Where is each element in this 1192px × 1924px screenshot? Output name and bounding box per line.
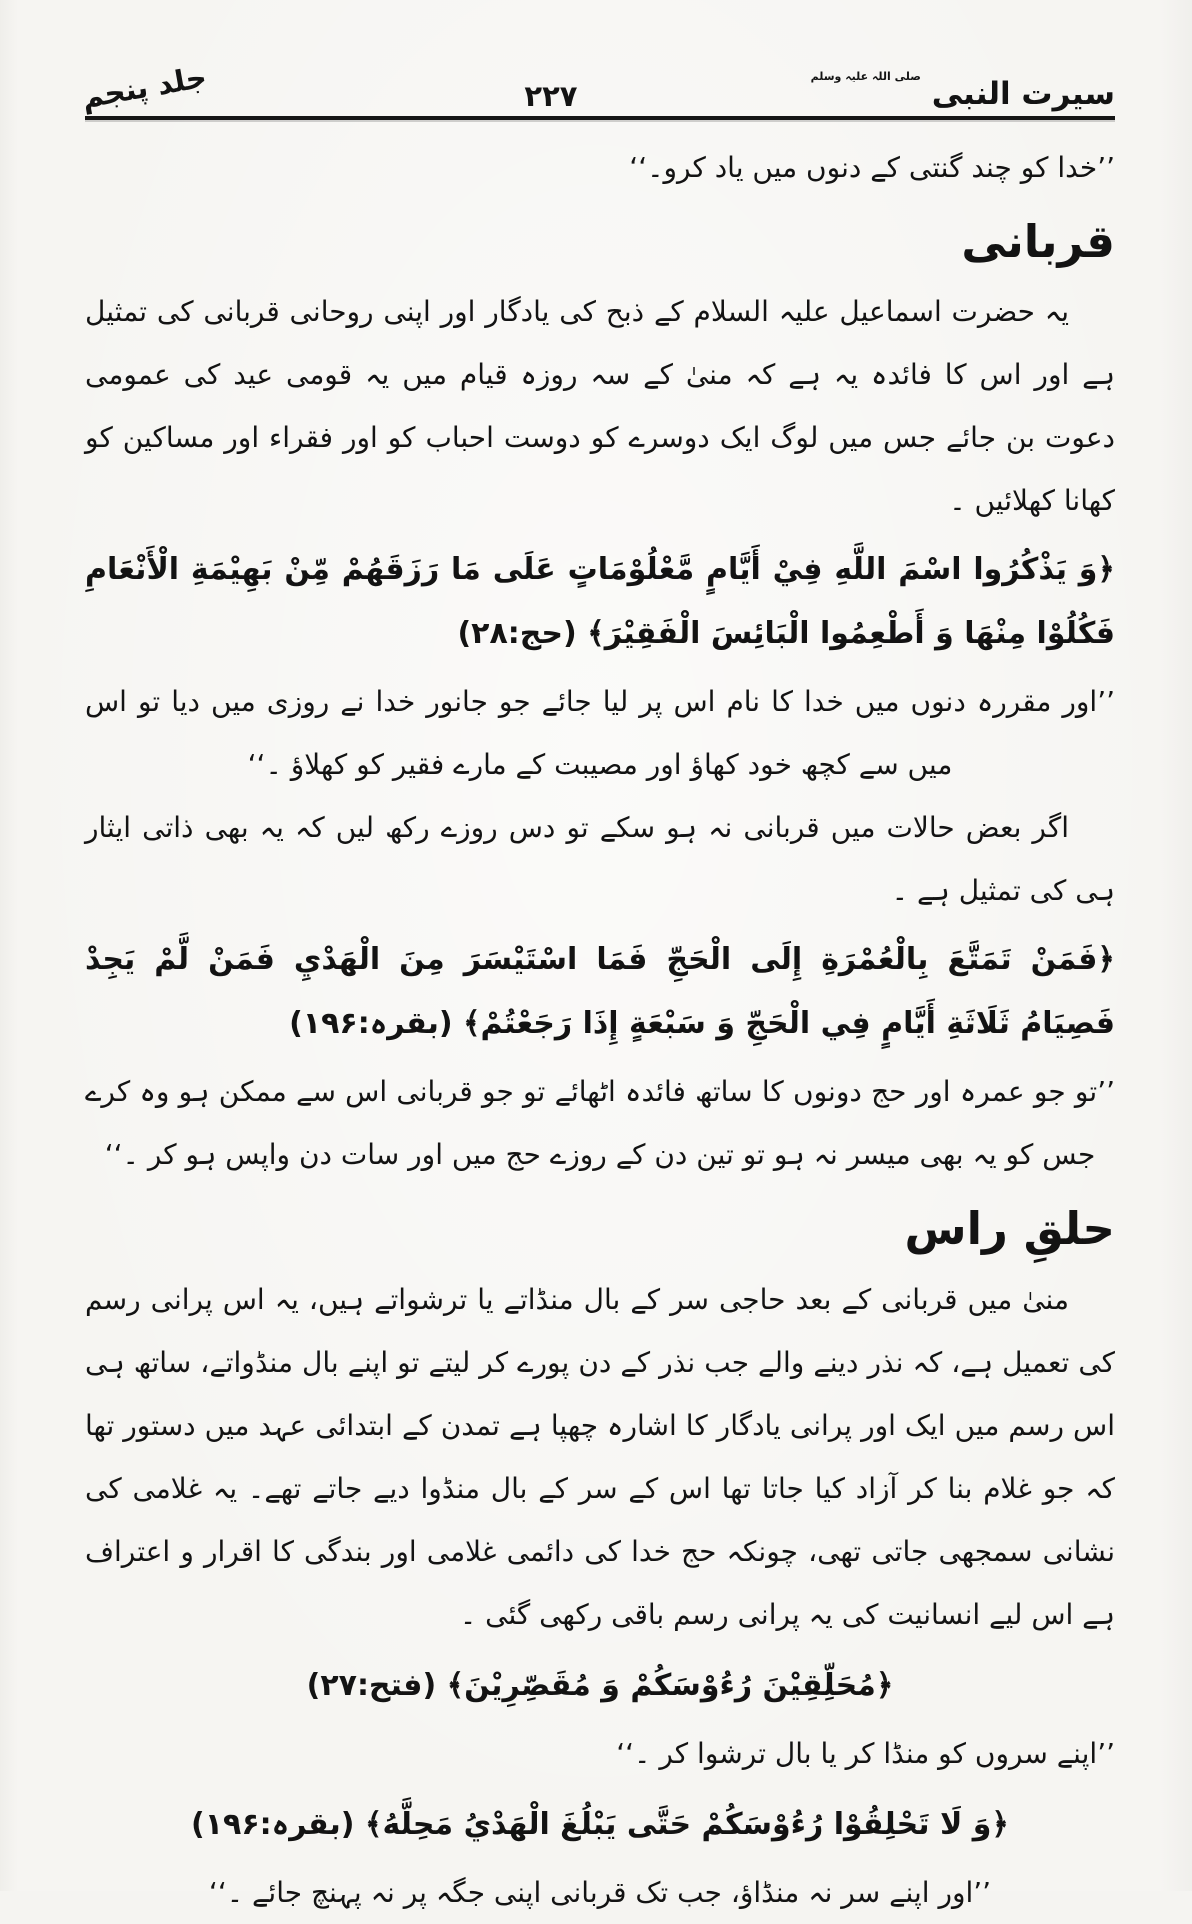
translation-previous-verse: ’’خدا کو چند گنتی کے دنوں میں یاد کرو۔‘‘ [629,151,1115,184]
honorific-sallallahu-alaihi-wasallam: صلی اللہ علیہ وسلم [810,70,921,84]
translation-hajj-verse: ’’اور مقررہ دنوں میں خدا کا نام اس پر لیا جائے جو جانور خدا نے روزی میں دیا تو اس میں سے کچھ خود کھاؤ اور مصیبت کے مارے فقیر کو کھلاؤ ۔‘‘ [85,685,1115,782]
quran-verse-baqarah-196-second: ﴿وَ لَا تَحْلِقُوْا رُءُوْسَكُمْ حَتَّى يَبْلُغَ الْهَدْيُ مَحِلَّهُ﴾ (بقرہ:۱۹۶) [191,1806,1009,1842]
translation-fath-verse: ’’اپنے سروں کو منڈا کر یا بال ترشوا کر ۔‘‘ [616,1736,1115,1770]
quran-verse-fath: ﴿مُحَلِّقِيْنَ رُءُوْسَكُمْ وَ مُقَصِّرِيْنَ﴾ (فتح:۲۷) [306,1667,894,1703]
quran-verse-baqarah-196-first: ﴿فَمَنْ تَمَتَّعَ بِالْعُمْرَةِ إِلَى الْحَجِّ فَمَا اسْتَيْسَرَ مِنَ الْهَدْيِ فَمَنْ لَّمْ يَجِدْ فَصِيَامُ ثَلَاثَةِ أَيَّامٍ فِي الْحَجِّ وَ سَبْعَةٍ إِذَا رَجَعْتُمْ﴾ (بقرہ:۱۹۶) [85,942,1115,1042]
paragraph-halq-e-raas: منیٰ میں قربانی کے بعد حاجی سر کے بال منڈاتے یا ترشواتے ہیں، یہ اس پرانی رسم کی تعمیل ہے، کہ نذر دینے والے جب نذر کے دن پورے کر لیتے تو اپنے بال منڈواتے، ساتھ ہی اس رسم میں ایک اور پرانی یادگار کا اشارہ چھپا ہے تمدن کے ابتدائی عہد میں دستور تھا کہ جو غلام بنا کر آزاد کیا جاتا تھا اس کے سر کے بال منڈوا دیے جاتے تھے۔ یہ غلامی کی نشانی سمجھی جاتی تھی، چونکہ حج خدا کی دائمی غلامی اور بندگی کا اقرار و اعتراف ہے اس لیے انسانیت کی یہ پرانی رسم باقی رکھی گئی ۔ [85,1282,1115,1631]
page-number: ۲۲۷ [524,78,578,113]
book-title [810,70,1115,114]
translation-baqarah-halq-verse: ’’اور اپنے سر نہ منڈاؤ، جب تک قربانی اپنی جگہ پر نہ پہنچ جائے ۔‘‘ [208,1875,992,1909]
section-heading-halq-e-raas: حلقِ راس [904,1202,1115,1256]
header-rule [85,116,1115,120]
quran-verse-hajj: ﴿وَ يَذْكُرُوا اسْمَ اللَّهِ فِيْ أَيَّامٍ مَّعْلُوْمَاتٍ عَلَى مَا رَزَقَهُمْ مِّنْ بَهِيْمَةِ الْأَنْعَامِ فَكُلُوْا مِنْهَا وَ أَطْعِمُوا الْبَائِسَ الْفَقِيْرَ﴾ (حج:۲۸) [85,552,1115,652]
paragraph-roza-option: اگر بعض حالات میں قربانی نہ ہو سکے تو دس روزے رکھ لیں کہ یہ بھی ذاتی ایثار ہی کی تمثیل ہے ۔ [85,811,1115,908]
paragraph-qurbani-intro: یہ حضرت اسماعیل علیہ السلام کے ذبح کی یادگار اور اپنی روحانی قربانی کی تمثیل ہے اور اس کا فائدہ یہ ہے کہ منیٰ کے سہ روزہ قیام میں یہ قومی عید کی عمومی دعوت بن جائے جس میں لوگ ایک دوسرے کو دوست احباب کو اور فقراء اور مساکین کو کھانا کھلائیں ۔ [85,295,1115,518]
section-heading-qurbani: قربانی [961,215,1115,268]
page-content [85,136,1115,1924]
volume-label: جلد پنجم [79,59,210,115]
translation-baqarah-verse: ’’تو جو عمرہ اور حج دونوں کا ساتھ فائدہ اٹھائے تو جو قربانی اس سے ممکن ہو وہ کرے جس کو یہ بھی میسر نہ ہو تو تین دن کے روزے حج میں اور سات دن واپس ہو کر ۔‘‘ [85,1075,1115,1172]
page-header [79,50,1115,115]
book-title-text: سیرت النبی [931,76,1115,113]
